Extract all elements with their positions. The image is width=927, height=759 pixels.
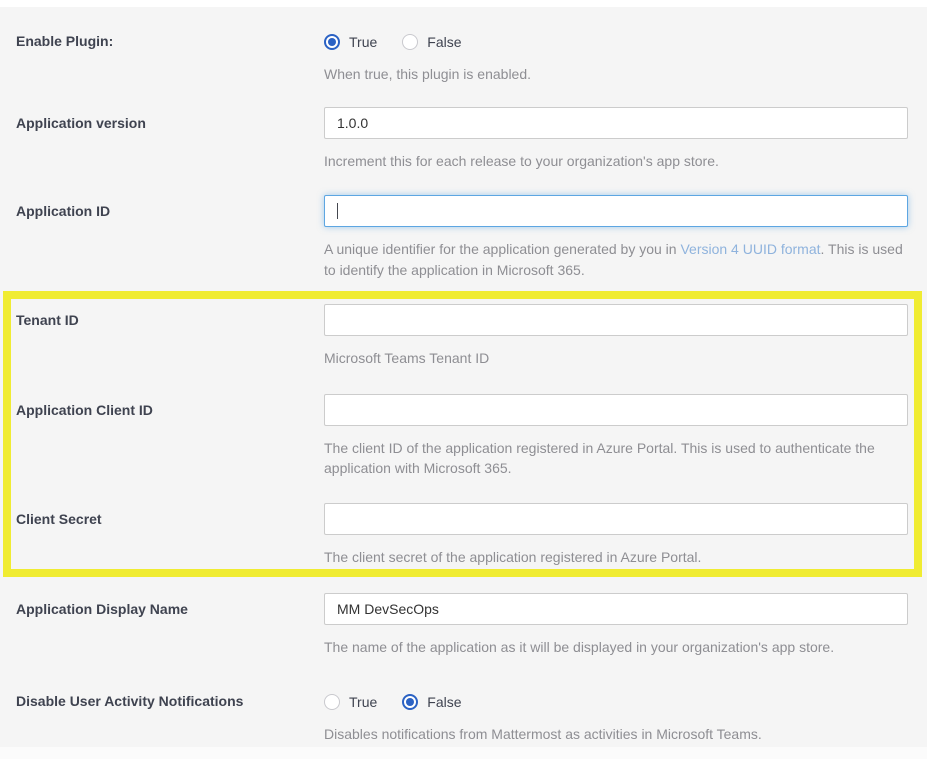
tenant-id-label: Tenant ID xyxy=(16,312,79,328)
disable-notifications-radio-false[interactable] xyxy=(402,694,461,710)
radio-true-label: True xyxy=(349,693,378,710)
field-application-client-id xyxy=(16,394,908,479)
field-tenant-id xyxy=(16,304,908,369)
application-id-label: Application ID xyxy=(16,203,111,219)
application-client-id-help: The client ID of the application registered in Azure Portal. This is used to authenticate the application with Microsoft 365. xyxy=(324,439,875,476)
top-divider xyxy=(0,0,927,7)
application-display-name-help: The name of the application as it will be displayed in your organization's app store. xyxy=(324,639,835,655)
text-cursor xyxy=(337,203,338,219)
field-client-secret xyxy=(16,503,908,568)
application-client-id-label: Application Client ID xyxy=(16,401,153,418)
enable-plugin-radio-group xyxy=(324,31,908,52)
client-secret-label: Client Secret xyxy=(16,510,102,527)
bottom-divider xyxy=(0,747,927,759)
disable-notifications-radio-group xyxy=(324,691,908,712)
client-secret-help: The client secret of the application registered in Azure Portal. xyxy=(324,548,702,565)
disable-notifications-help: Disables notifications from Mattermost as activities in Microsoft Teams. xyxy=(324,725,762,742)
plugin-settings-form xyxy=(0,7,927,744)
field-application-display-name xyxy=(16,593,908,658)
enable-plugin-radio-false[interactable] xyxy=(402,34,461,50)
disable-notifications-label: Disable User Activity Notifications xyxy=(16,692,244,709)
radio-false-label: False xyxy=(427,693,462,710)
field-application-id xyxy=(16,195,908,280)
application-id-help xyxy=(324,239,908,280)
application-version-label: Application version xyxy=(16,114,146,131)
radio-unselected-icon[interactable] xyxy=(402,34,418,50)
field-enable-plugin xyxy=(16,31,908,85)
radio-unselected-icon[interactable] xyxy=(324,694,340,710)
radio-true-label: True xyxy=(349,34,378,50)
tenant-id-help: Microsoft Teams Tenant ID xyxy=(324,350,490,366)
application-version-input[interactable] xyxy=(324,107,908,139)
field-application-version xyxy=(16,107,908,172)
enable-plugin-label: Enable Plugin: xyxy=(16,33,114,49)
application-version-help: Increment this for each release to your organization's app store. xyxy=(324,152,719,169)
highlight-box xyxy=(3,291,922,577)
application-display-name-label: Application Display Name xyxy=(16,601,188,617)
radio-false-label: False xyxy=(427,34,462,50)
application-id-input[interactable] xyxy=(324,195,908,227)
application-client-id-input[interactable] xyxy=(324,394,908,426)
client-secret-input[interactable] xyxy=(324,503,908,535)
radio-selected-icon[interactable] xyxy=(402,694,418,710)
tenant-id-input[interactable] xyxy=(324,304,908,336)
radio-selected-icon[interactable] xyxy=(324,34,340,50)
help-text-segment: . This is used to identify the application in Microsoft 365. xyxy=(324,241,903,278)
disable-notifications-radio-true[interactable] xyxy=(324,694,377,710)
enable-plugin-help: When true, this plugin is enabled. xyxy=(324,66,532,82)
enable-plugin-radio-true[interactable] xyxy=(324,34,377,50)
application-display-name-input[interactable] xyxy=(324,593,908,625)
uuid-format-link[interactable]: Version 4 UUID format xyxy=(680,241,821,257)
field-disable-user-activity-notifications xyxy=(16,691,908,745)
help-text-segment: A unique identifier for the application generated by you in xyxy=(324,241,681,257)
